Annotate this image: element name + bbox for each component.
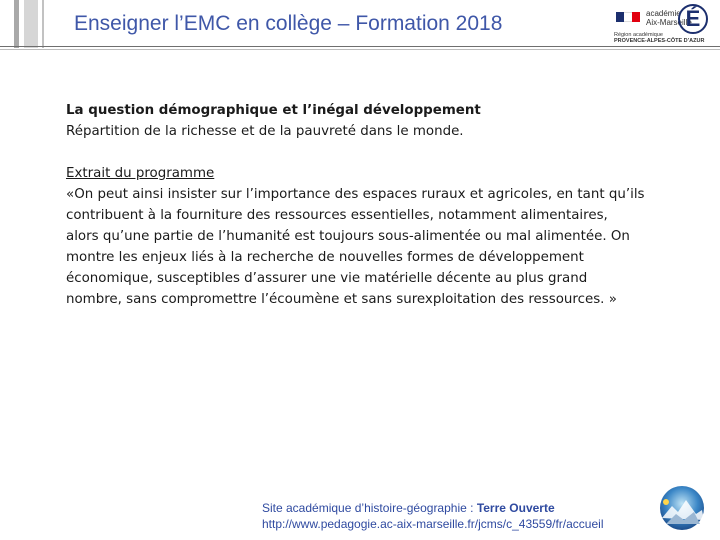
footer-site-name: Terre Ouverte xyxy=(476,501,555,515)
excerpt-line: montre les enjeux liés à la recherche de nouvelles formes de développement xyxy=(66,250,584,265)
excerpt-line: économique, susceptibles d’assurer une vie matérielle décente au plus grand xyxy=(66,271,588,286)
footer-url-link[interactable]: http://www.pedagogie.ac-aix-marseille.fr/jcms/c_43559/fr/accueil xyxy=(262,517,604,531)
section-heading: La question démographique et l’inégal développement xyxy=(66,103,481,118)
decorative-bar xyxy=(42,0,44,48)
french-flag-icon xyxy=(616,12,640,22)
excerpt-line: contribuent à la fourniture des ressources essentielles, notamment alimentaires, xyxy=(66,208,608,223)
logo-region xyxy=(614,32,714,44)
footer xyxy=(262,500,603,532)
excerpt-title: Extrait du programme xyxy=(66,166,215,181)
decorative-bar xyxy=(24,0,38,48)
main-content xyxy=(66,100,706,310)
section-subheading: Répartition de la richesse et de la pauvreté dans le monde. xyxy=(66,124,464,139)
footer-site-prefix: Site académique d’histoire-géographie : xyxy=(262,501,477,515)
terre-ouverte-logo-icon xyxy=(652,484,710,534)
footer-site xyxy=(262,500,603,516)
academie-logo xyxy=(612,4,712,48)
header-divider xyxy=(0,49,720,50)
region-line2: PROVENCE-ALPES-CÔTE D’AZUR xyxy=(614,38,705,44)
academie-emblem-icon: É xyxy=(678,4,708,34)
excerpt-line: nombre, sans compromettre l’écoumène et sans surexploitation des ressources. » xyxy=(66,292,617,307)
logo-line1: académie xyxy=(646,9,681,18)
region-line1: Région académique xyxy=(614,32,663,38)
excerpt-line: «On peut ainsi insister sur l’importance des espaces ruraux et agricoles, en tant qu’ils xyxy=(66,187,645,202)
excerpt-line: alors qu’une partie de l’humanité est toujours sous-alimentée ou mal alimentée. On xyxy=(66,229,630,244)
logo-line2: Aix-Marseille xyxy=(646,18,692,27)
page-title: Enseigner l’EMC en collège – Formation 2018 xyxy=(74,12,503,35)
decorative-bar xyxy=(14,0,19,48)
